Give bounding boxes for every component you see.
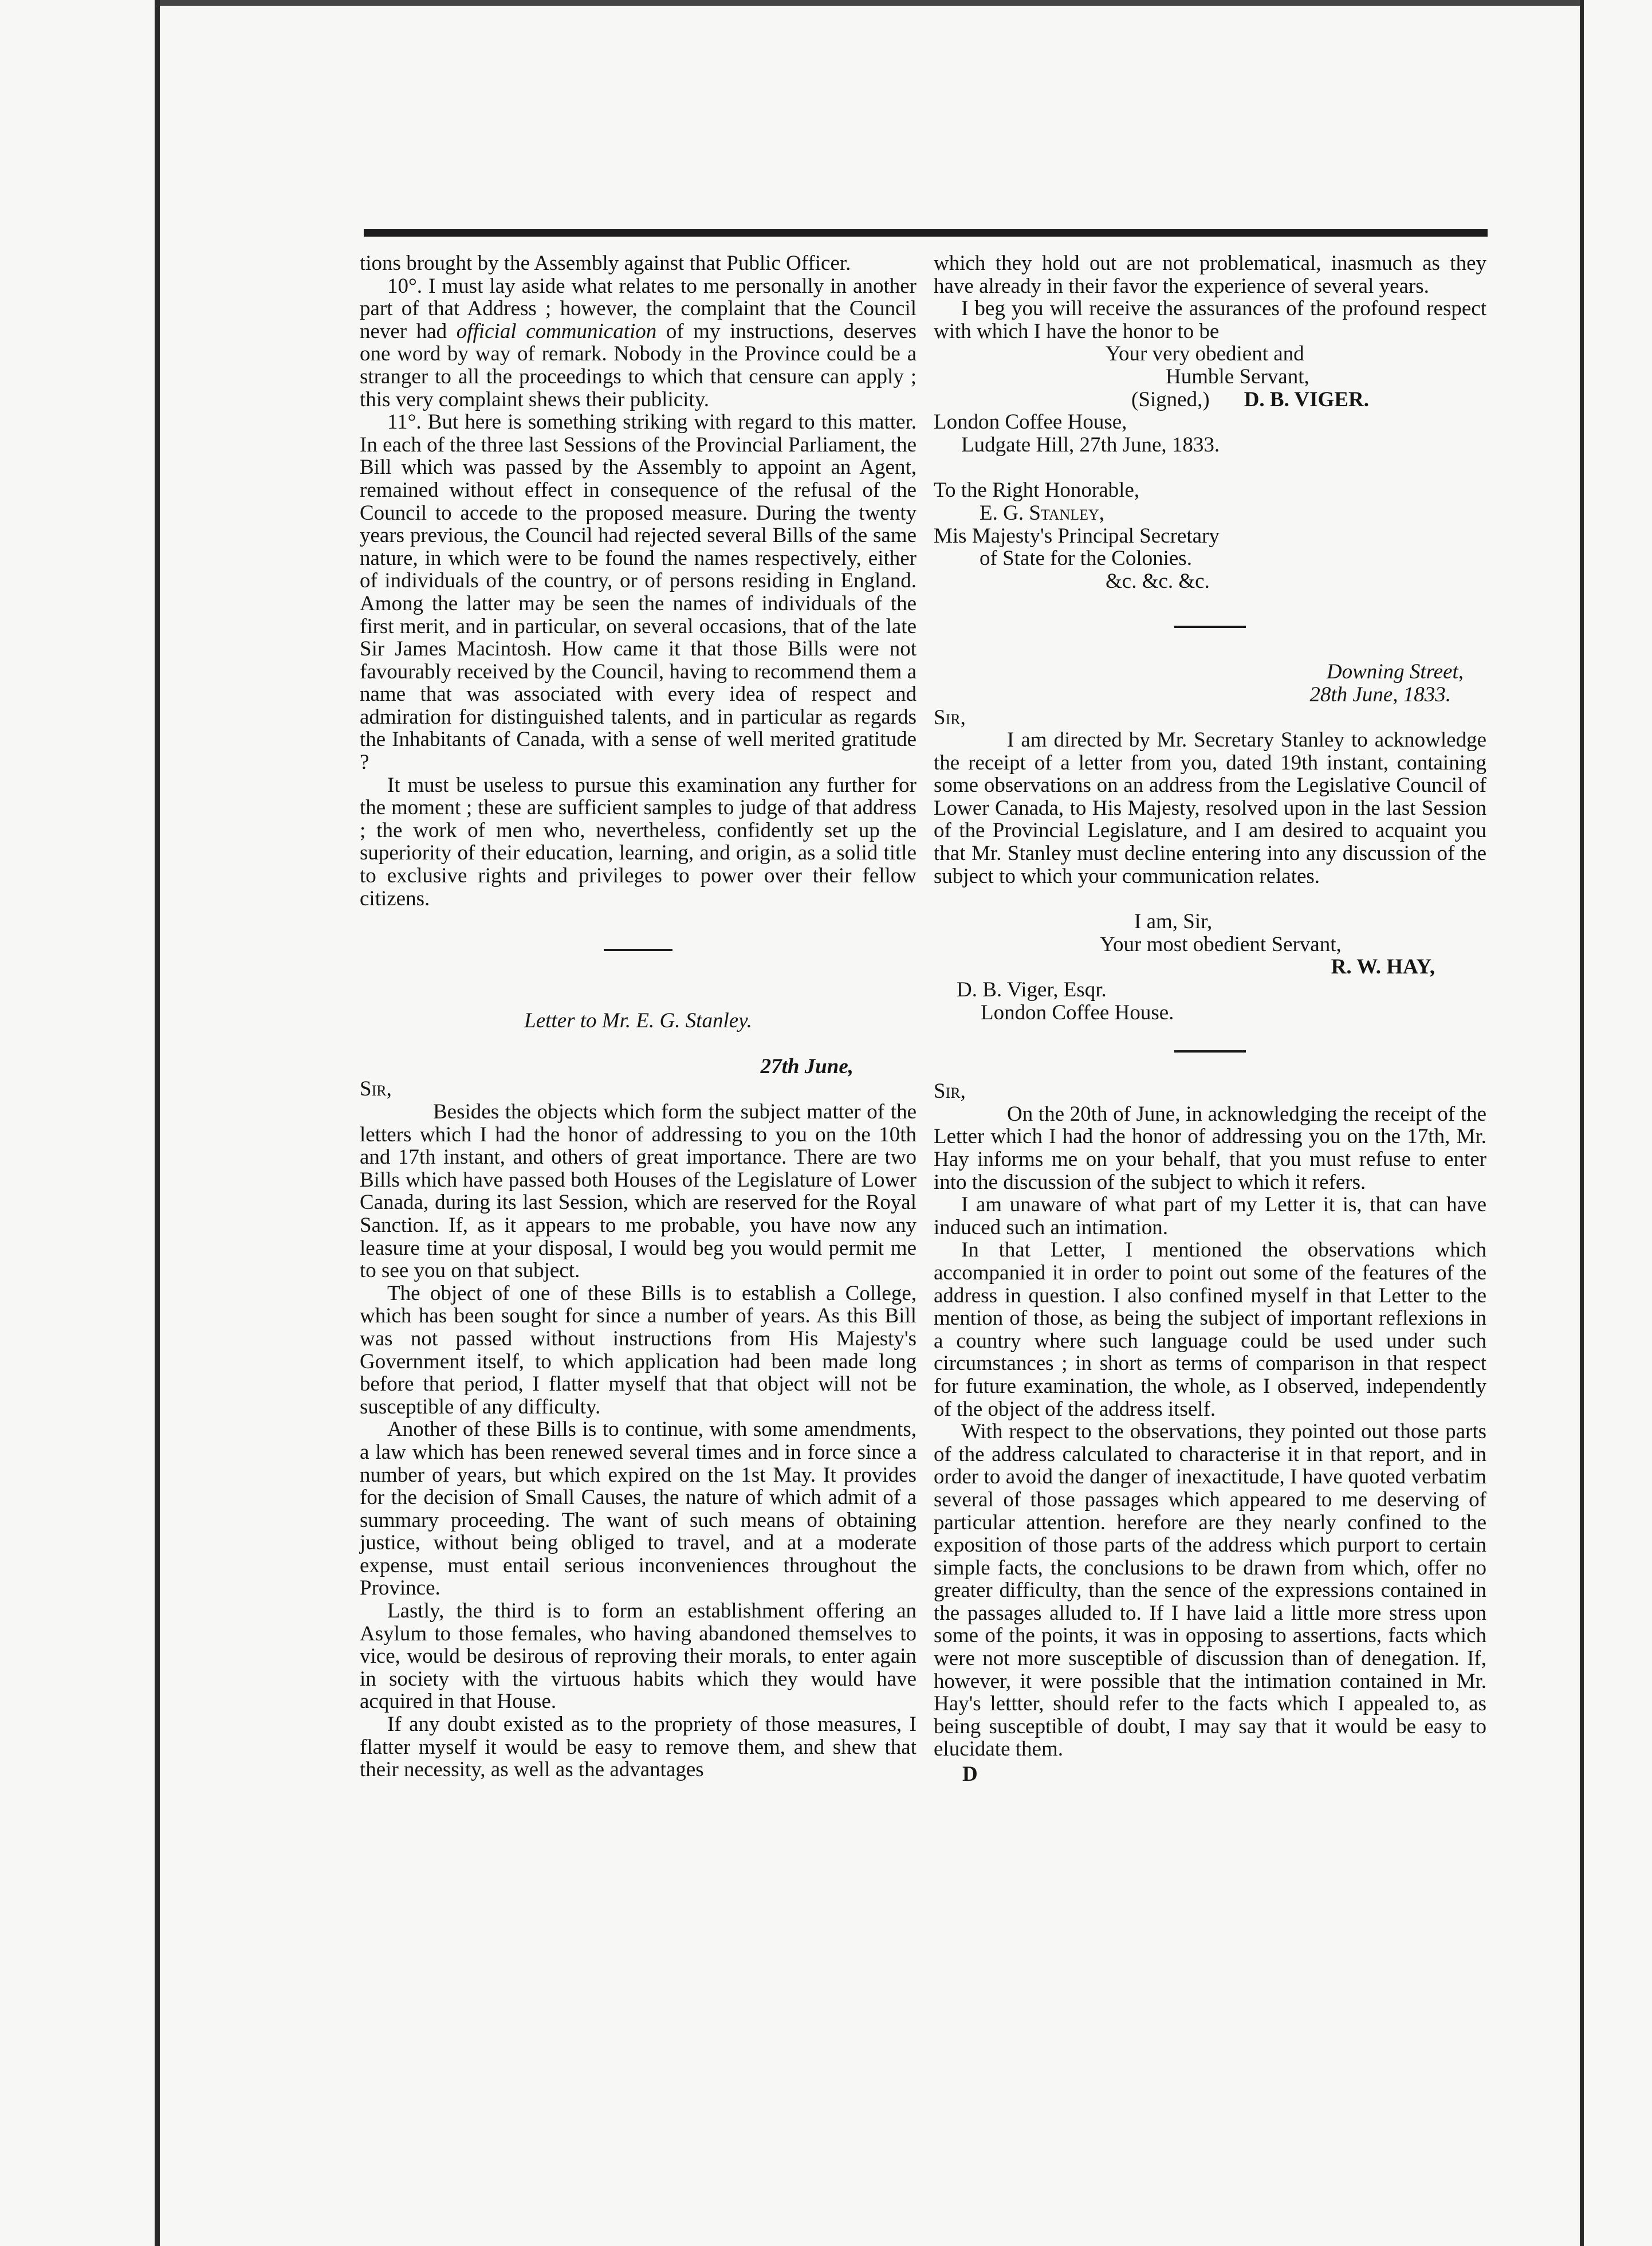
- reply-recipient-2: London Coffee House.: [981, 1000, 1174, 1024]
- paragraph-conclusion: It must be useless to pursue this examination any further for the moment ; these are sufficient samples to judge of that address ; the work of men who, nevertheless, confidently set up the superiority of their education, learning, and origin, as a solid title to exclusive rights and privileges to power over their fellow citizens.: [360, 773, 917, 910]
- paragraph-respect: I beg you will receive the assurances of the profound respect with which I have the honor to be: [934, 297, 1486, 343]
- signer-viger: D. B. VIGER.: [1244, 387, 1369, 411]
- letter2-paragraph-1: On the 20th of June, in acknowledging the receipt of the Letter which I had the honor of addressing you on the 17th, Mr. Hay informs me on your behalf, that you must refuse to enter into the discussion of the subject to which it refers.: [934, 1102, 1486, 1194]
- header-rule: [364, 229, 1488, 237]
- page-frame-left: [155, 0, 160, 2246]
- signature-mark: D: [962, 1762, 978, 1786]
- left-column: [360, 252, 917, 1781]
- signature-line: [934, 388, 1486, 411]
- closing-line-2: Humble Servant,: [1166, 364, 1309, 388]
- page-frame-top: [160, 0, 1580, 6]
- letter-salutation-2: Sir,: [934, 1079, 966, 1104]
- letter-salutation: Sir,: [360, 1077, 392, 1101]
- address-line-1: London Coffee House,: [934, 410, 1127, 434]
- letter-paragraph-1: Besides the objects which form the subject matter of the letters which I had the honor of addressing to you on the 10th and 17th instant, and others of great importance. There are two Bills which have passed both Houses of the Legislature of Lower Canada, during its last Session, which are reserved for the Royal Sanction. If, as it appears to me probable, you have now any leasure time at your disposal, I would beg you would permit me to see you on that subject.: [360, 1100, 917, 1283]
- reply-body: I am directed by Mr. Secretary Stanley to acknowledge the receipt of a letter from you, dated 19th instant, containing some observations on an address from the Legislative Council of Lower Canada, to His Majesty, resolved upon in the last Session of the Provincial Legislature, and I am desired to acquaint you that Mr. Stanley must decline entering into any discussion of the subject to which your communication relates.: [934, 728, 1486, 888]
- paragraph-continuation: tions brought by the Assembly against that Public Officer.: [360, 252, 851, 275]
- reply-place: Downing Street,: [1326, 660, 1464, 684]
- paragraph-continuation-right: which they hold out are not problematical, inasmuch as they have already in their favor the experience of several years.: [934, 252, 1486, 298]
- right-column: [934, 252, 1486, 1786]
- closing-line-1: Your very obedient and: [1106, 342, 1304, 366]
- recipient-line-5: &c. &c. &c.: [1106, 569, 1210, 593]
- address-line-2: Ludgate Hill, 27th June, 1833.: [961, 433, 1220, 457]
- paragraph-11: 11°. But here is something striking with regard to this matter. In each of the three last Sessions of the Provincial Parliament, the Bill which was passed by the Assembly to appoint an Agent, remained without effect in consequence of the refusal of the Council to accede to the proposed measure. During the twenty years previous, the Council had rejected several Bills of the same nature, in which were to be found the names respectively, either of individuals of the country, or of persons residing in England. Among the latter may be seen the names of individuals of the first merit, and in particular, on several occasions, that of the late Sir James Macintosh. How came it that those Bills were not favourably received by the Council, having to recommend them a name that was associated with every idea of respect and admiration for distinguished talents, and in particular as regards the Inhabitants of Canada, with a sense of well merited gratitude ?: [360, 410, 917, 775]
- section-divider: [604, 949, 672, 951]
- letter2-paragraph-4: With respect to the observations, they pointed out those parts of the address calculated to characterise it in that report, and in order to avoid the danger of inexactitude, I have quoted verbatim several of those passages which appeared to me deserving of particular attention. herefore are they nearly confined to the exposition of those parts of the address which purport to certain simple facts, the conclusions to be drawn from which, offer no greater difficulty, than the sence of the expressions contained in the passages alluded to. If I have laid a little more stress upon some of the points, it was in opposing to assertions, facts which were not more susceptible of discussion than of denegation. If, however, it were possible that the intimation contained in Mr. Hay's lettter, should refer to the facts which I appealed to, as being susceptible of doubt, I may say that it would be easy to elucidate them.: [934, 1420, 1486, 1761]
- reply-date: 28th June, 1833.: [1309, 682, 1451, 706]
- section-divider-right-2: [1174, 1050, 1246, 1053]
- letter-paragraph-2: The object of one of these Bills is to establish a College, which has been sought for since a number of years. As this Bill was not passed without instructions from His Majesty's Government itself, to which application had been made long before that period, I flatter myself that that object will not be susceptible of any difficulty.: [360, 1281, 917, 1419]
- page-frame-right: [1580, 0, 1584, 2246]
- reply-recipient-1: D. B. Viger, Esqr.: [957, 978, 1107, 1002]
- reply-closing-1: I am, Sir,: [1134, 910, 1213, 934]
- letter-paragraph-5: If any doubt existed as to the propriety of those measures, I flatter myself it would be easy to remove them, and shew that their necessity, as well as the advantages: [360, 1713, 917, 1782]
- letter-date: 27th June,: [760, 1054, 853, 1078]
- reply-signer: R. W. HAY,: [1331, 955, 1435, 979]
- reply-salutation: Sir,: [934, 705, 966, 729]
- letter-paragraph-3: Another of these Bills is to continue, with some amendments, a law which has been renewed several times and in force since a number of years, but which expired on the 1st May. It provides for the decision of Small Causes, the nature of which admit of a summary proceeding. The want of such means of obtaining justice, without being obliged to travel, and at a moderate expense, must entail serious inconveniences throughout the Province.: [360, 1418, 917, 1600]
- section-divider-right-1: [1174, 626, 1246, 628]
- recipient-line-3: Mis Majesty's Principal Secretary: [934, 524, 1220, 548]
- paragraph-10: 10°. I must lay aside what relates to me personally in another part of that Address ; however, the complaint that the Council never had official communication of my instructions, deserves one word by way of remark. Nobody in the Province could be a stranger to all the proceedings to which that censure can apply ; this very complaint shews their publicity.: [360, 274, 917, 411]
- emphasis-official-communication: official communication: [456, 319, 657, 343]
- letter-heading: Letter to Mr. E. G. Stanley.: [524, 1009, 752, 1033]
- signed-label: (Signed,): [1131, 387, 1210, 411]
- recipient-line-4: of State for the Colonies.: [980, 547, 1192, 571]
- recipient-line-2: E. G. Stanley,: [980, 501, 1105, 525]
- letter2-paragraph-2: I am unaware of what part of my Letter it is, that can have induced such an intimation.: [934, 1193, 1486, 1239]
- letter-paragraph-4: Lastly, the third is to form an establishment offering an Asylum to those females, who having abandoned themselves to vice, would be desirous of reproving their morals, to enter again in society with the virtuous habits which they would have acquired in that House.: [360, 1599, 917, 1714]
- letter2-paragraph-3: In that Letter, I mentioned the observations which accompanied it in order to point out some of the features of the address in question. I also confined myself in that Letter to the mention of those, as being the subject of important reflexions in a country where such language could be used under such circumstances ; in short as terms of comparison in that respect for future examination, the whole, as I observed, independently of the object of the address itself.: [934, 1238, 1486, 1421]
- recipient-line-1: To the Right Honorable,: [934, 478, 1140, 502]
- reply-closing-2: Your most obedient Servant,: [1100, 932, 1342, 956]
